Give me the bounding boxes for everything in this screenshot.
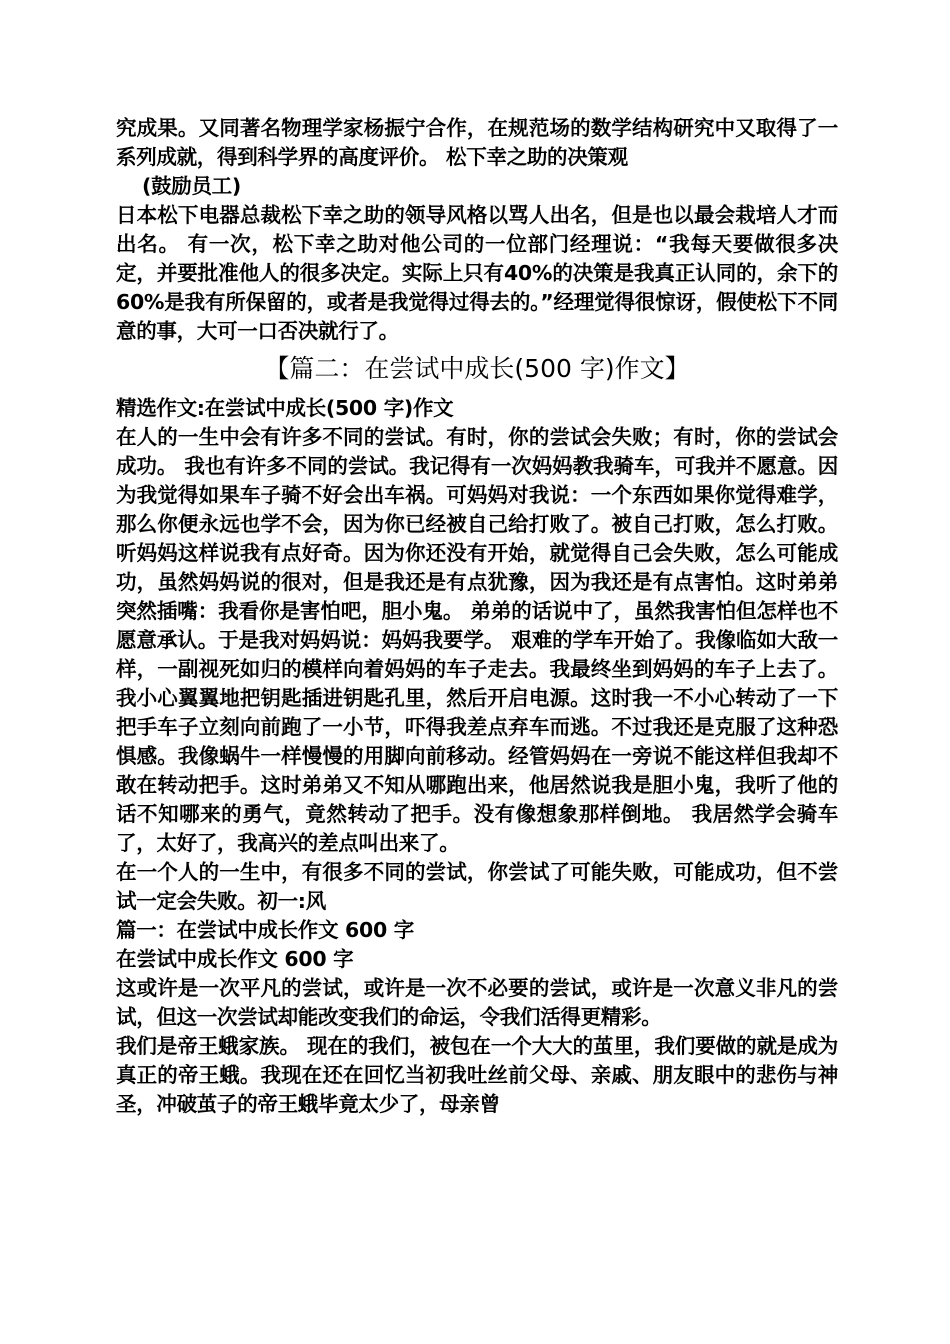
matsushita-paragraph: 日本松下电器总裁松下幸之助的领导风格以骂人出名，但是也以最会栽培人才而出名。 有一次，松下幸之助对他公司的一位部门经理说：“我每天要做很多决定，并要批准他人的很多决定。实际上只有40%的决策是我真正认同的，余下的60%是我有所保留的，或者是我觉得过得去的。”经理觉得很惊讶，假使松下不同意的事，大可一口否决就行了。 (116, 203, 838, 343)
conclusion-paragraph: 在一个人的一生中，有很多不同的尝试，你尝试了可能失败，可能成功，但不尝试一定会失败。初一:风 (116, 860, 838, 913)
intro-paragraph: 究成果。又同著名物理学家杨振宁合作，在规范场的数学结构研究中又取得了一系列成就，得到科学界的高度评价。 松下幸之助的决策观 (116, 116, 838, 169)
section-heading: 【篇二：在尝试中成长(500 字)作文】 (264, 354, 690, 383)
encourage-staff-label: (鼓励员工) (142, 174, 241, 198)
part-one-title: 在尝试中成长作文 600 字 (116, 947, 354, 971)
essay-title: 精选作文:在尝试中成长(500 字)作文 (116, 396, 454, 420)
part-one-paragraph-2: 我们是帝王蛾家族。 现在的我们，被包在一个大大的茧里，我们要做的就是成为真正的帝王蛾。我现在还在回忆当初我吐丝前父母、亲戚、朋友眼中的悲伤与神圣，冲破茧子的帝王蛾毕竟太少了，母亲曾 (116, 1034, 838, 1116)
document-page (116, 114, 838, 1119)
part-one-paragraph-1: 这或许是一次平凡的尝试，或许是一次不必要的尝试，或许是一次意义非凡的尝试，但这一次尝试却能改变我们的命运，令我们活得更精彩。 (116, 976, 838, 1029)
essay-paragraph: 在人的一生中会有许多不同的尝试。有时，你的尝试会失败；有时，你的尝试会成功。 我也有许多不同的尝试。我记得有一次妈妈教我骑车，可我并不愿意。因为我觉得如果车子骑不好会出车祸。可妈妈对我说：一个东西如果你觉得难学，那么你便永远也学不会，因为你已经被自己给打败了。被自己打败，怎么打败。听妈妈这样说我有点好奇。因为你还没有开始，就觉得自己会失败，怎么可能成功，虽然妈妈说的很对，但是我还是有点犹豫，因为我还是有点害怕。这时弟弟突然插嘴：我看你是害怕吧，胆小鬼。 弟弟的话说中了，虽然我害怕但怎样也不愿意承认。于是我对妈妈说：妈妈我要学。 艰难的学车开始了。我像临如大敌一样，一副视死如归的模样向着妈妈的车子走去。我最终坐到妈妈的车子上去了。我小心翼翼地把钥匙插进钥匙孔里，然后开启电源。这时我一不小心转动了一下把手车子立刻向前跑了一小节，吓得我差点弃车而逃。不过我还是克服了这种恐惧感。我像蜗牛一样慢慢的用脚向前移动。经管妈妈在一旁说不能这样但我却不敢在转动把手。这时弟弟又不知从哪跑出来，他居然说我是胆小鬼，我听了他的话不知哪来的勇气，竟然转动了把手。没有像想象那样倒地。 我居然学会骑车了，太好了，我高兴的差点叫出来了。 (116, 425, 838, 855)
part-one-label: 篇一：在尝试中成长作文 600 字 (116, 918, 414, 942)
